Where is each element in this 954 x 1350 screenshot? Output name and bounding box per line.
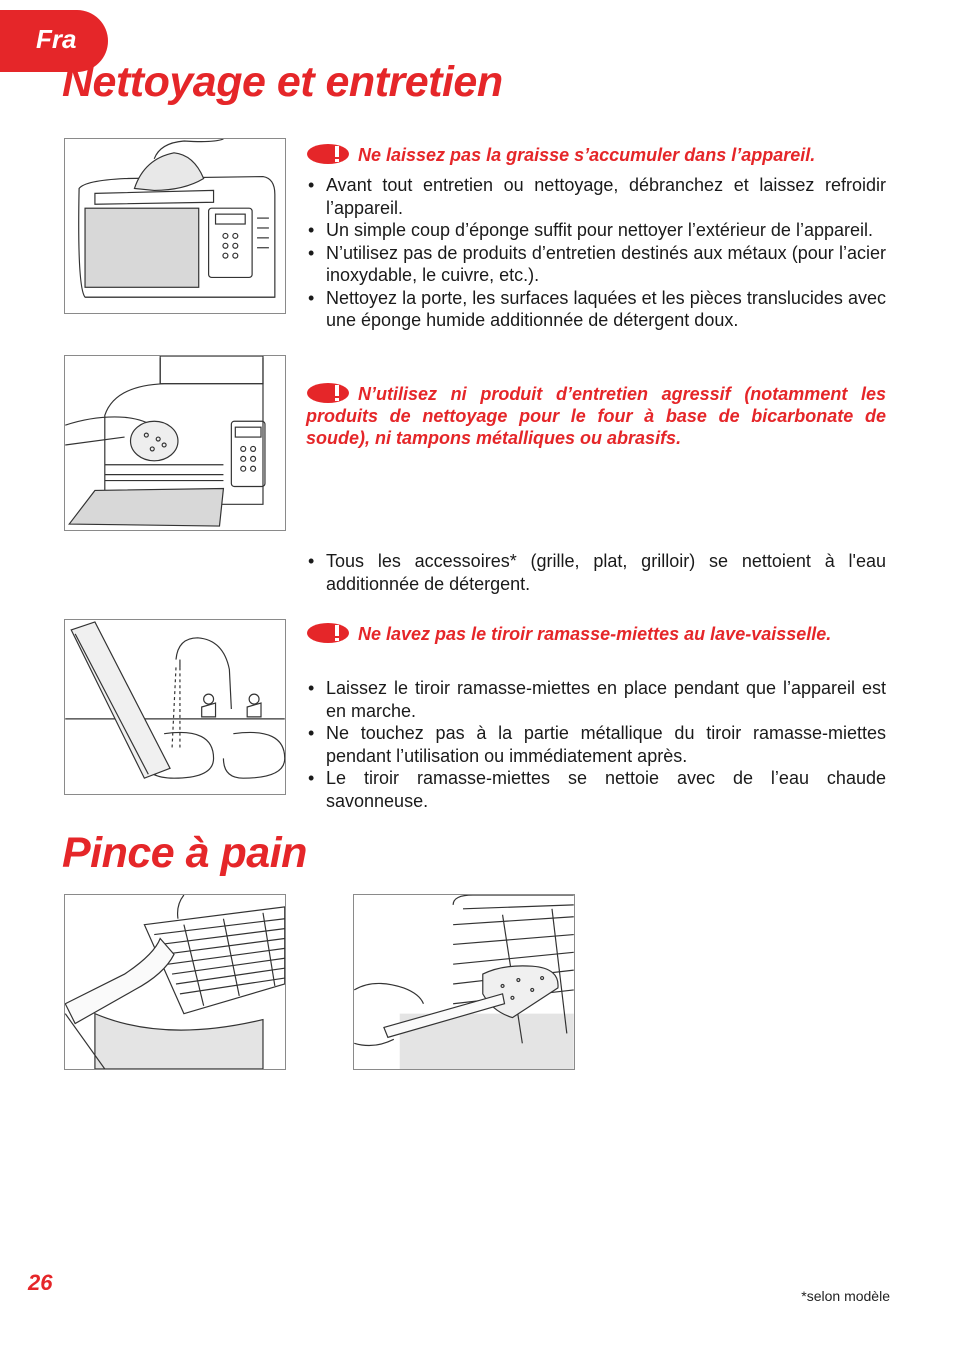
bullet-list-accessories (306, 550, 886, 595)
figure-tongs-grill (64, 894, 286, 1070)
bullet-item: • Tous les accessoires* (grille, plat, grilloir) se nettoient à l'eau additionnée de détergent. (306, 550, 886, 595)
page-number: 26 (28, 1270, 53, 1295)
figure-tongs-toast (353, 894, 575, 1070)
footnote: *selon modèle (801, 1288, 890, 1304)
warning-text-aggressive: N’utilisez ni produit d’entretien agressif (notamment les produits de nettoyage pour le four à base de bicarbonate de soude), ni tampons métalliques ou abrasifs. (306, 384, 886, 448)
bullet-item: • Un simple coup d’éponge suffit pour nettoyer l’extérieur de l’appareil. (306, 219, 886, 242)
bullet-item: • Laissez le tiroir ramasse-miettes en place pendant que l’appareil est en marche. (306, 677, 886, 722)
warning-icon (306, 622, 350, 644)
language-label: Fra (36, 24, 77, 54)
figure-rinsing-crumb-tray (64, 619, 286, 795)
figure-cleaning-interior (64, 355, 286, 531)
bullet-item: • Le tiroir ramasse-miettes se nettoie avec de l’eau chaude savonneuse. (306, 767, 886, 812)
bullet-item: • Ne touchez pas à la partie métallique du tiroir ramasse-miettes pendant l’utilisation ou immédiatement après. (306, 722, 886, 767)
warning-text-dishwasher: Ne lavez pas le tiroir ramasse-miettes au lave-vaisselle. (358, 624, 832, 644)
bullet-list-crumb-tray (306, 677, 886, 812)
bullet-item: • Nettoyez la porte, les surfaces laquées et les pièces translucides avec une éponge humide additionnée de détergent doux. (306, 287, 886, 332)
warning-block-grease (306, 143, 886, 166)
bullet-item: • Avant tout entretien ou nettoyage, débranchez et laissez refroidir l’appareil. (306, 174, 886, 219)
figure-wiping-oven (64, 138, 286, 314)
section-title-cleaning: Nettoyage et entretien (62, 58, 503, 106)
warning-icon (306, 143, 350, 165)
warning-block-dishwasher (306, 622, 886, 645)
warning-text-grease: Ne laissez pas la graisse s’accumuler dans l’appareil. (358, 145, 816, 165)
warning-block-aggressive (306, 382, 886, 449)
bullet-item: • N’utilisez pas de produits d’entretien destinés aux métaux (pour l’acier inoxydable, le cuivre, etc.). (306, 242, 886, 287)
bullet-list-exterior (306, 174, 886, 332)
warning-icon (306, 382, 350, 404)
section-title-bread-tongs: Pince à pain (62, 829, 307, 877)
